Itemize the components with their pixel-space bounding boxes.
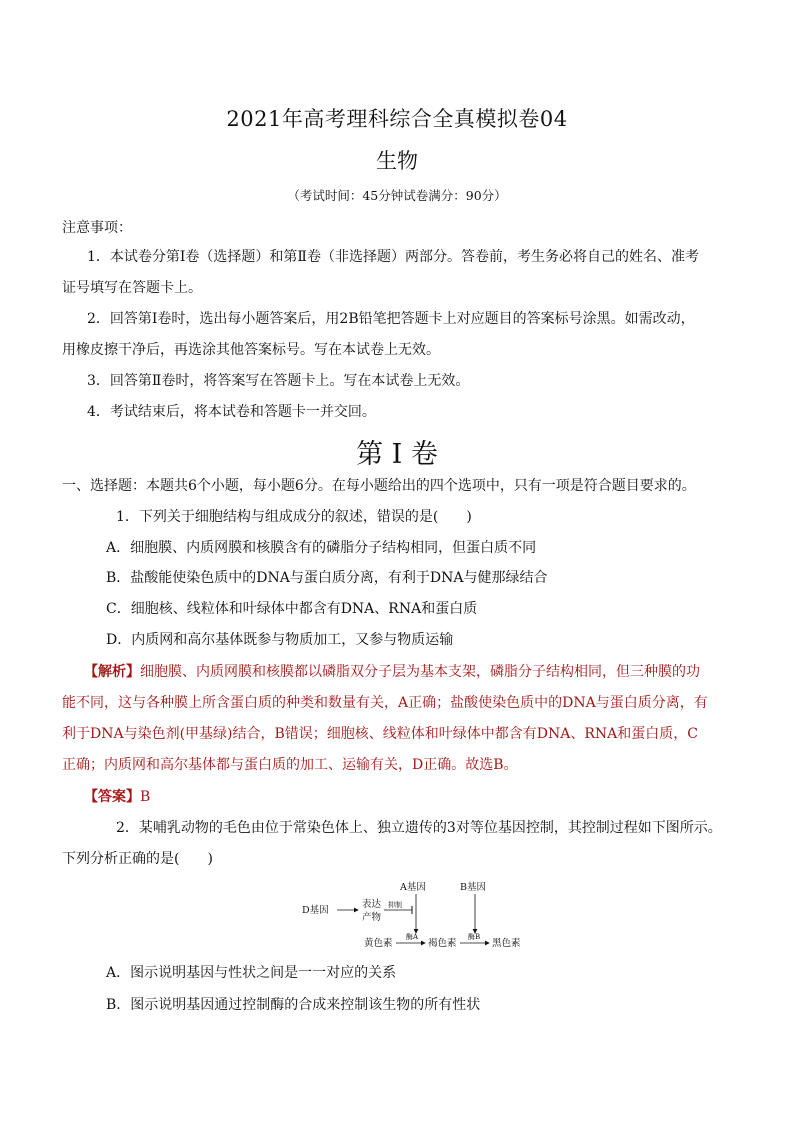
note-4: 4．考试结束后，将本试卷和答题卡一并交回。 [87, 404, 376, 420]
question-2-stem-line-2: 下列分析正确的是( ) [62, 851, 213, 867]
question-1-analysis-line-1: 【解析】细胞膜、内质网膜和核膜都以磷脂双分子层为基本支架，磷脂分子结构相同，但三种膜的功 [84, 664, 700, 680]
expression-product-line-2: 产物 [362, 912, 382, 923]
b-gene-label: B基因 [460, 882, 486, 893]
exam-title: 2021年高考理科综合全真模拟卷04 [226, 107, 568, 131]
expression-product-line-1: 表达 [362, 899, 382, 910]
question-2-stem-line-1: 2．某哺乳动物的毛色由位于常染色体上、独立遗传的3对等位基因控制，其控制过程如下图所示。 [116, 820, 722, 836]
question-1-stem: 1．下列关于细胞结构与组成成分的叙述，错误的是( ) [116, 509, 472, 525]
enzyme-b-label: 酶B [468, 933, 481, 941]
note-1-line-1: 1．本试卷分第Ⅰ卷（选择题）和第Ⅱ卷（非选择题）两部分。答卷前，考生务必将自己的姓名、准考 [87, 249, 699, 265]
exam-info: （考试时间：45分钟试卷满分：90分） [287, 188, 507, 203]
question-1-option-b: B．盐酸能使染色质中的DNA与蛋白质分离，有利于DNA与健那绿结合 [106, 570, 548, 586]
note-2-line-1: 2．回答第Ⅰ卷时，选出每小题答案后，用2B铅笔把答题卡上对应题目的答案标号涂黑。如需改动， [87, 311, 695, 327]
question-1-analysis-line-3: 利于DNA与染色剂(甲基绿)结合，B错误；细胞核、线粒体和叶绿体中都含有DNA、RNA和蛋白质，C [62, 726, 698, 742]
notes-heading: 注意事项： [62, 220, 132, 236]
subject-title: 生物 [376, 149, 418, 173]
d-gene-label: D基因 [302, 905, 329, 916]
question-1-answer [84, 787, 150, 807]
question-2-option-b: B．图示说明基因通过控制酶的合成来控制该生物的所有性状 [106, 997, 481, 1013]
a-gene-label: A基因 [400, 882, 426, 893]
gene-pathway-diagram [300, 878, 540, 953]
question-1-analysis-line-4: 正确；内质网和高尔基体都与蛋白质的加工、运输有关，D正确。故选B。 [62, 757, 518, 773]
section-1-intro: 一、选择题：本题共6个小题，每小题6分。在每小题给出的四个选项中，只有一项是符合题目要求的。 [62, 478, 696, 494]
answer-label: 【答案】 [84, 789, 140, 805]
question-1-analysis-line-2: 能不同，这与各种膜上所含蛋白质的种类和数量有关，A正确；盐酸使染色质中的DNA与蛋白质分离，有 [62, 695, 708, 711]
question-2-option-a: A．图示说明基因与性状之间是一一对应的关系 [106, 965, 397, 981]
analysis-label: 【解析】 [84, 664, 140, 680]
yellow-pigment-label: 黄色素 [364, 938, 393, 949]
question-1-option-d: D．内质网和高尔基体既参与物质加工，又参与物质运输 [106, 632, 454, 648]
enzyme-a-label: 酶A [406, 933, 419, 941]
inhibit-label: 抑制 [388, 901, 402, 909]
question-1-option-a: A．细胞膜、内质网膜和核膜含有的磷脂分子结构相同，但蛋白质不同 [106, 540, 537, 556]
black-pigment-label: 黑色素 [492, 938, 521, 949]
volume-title: 第 I 卷 [356, 439, 438, 470]
brown-pigment-label: 褐色素 [428, 938, 457, 949]
note-1-line-2: 证号填写在答题卡上。 [62, 280, 202, 296]
answer-value: B [140, 789, 151, 805]
note-3: 3．回答第Ⅱ卷时，将答案写在答题卡上。写在本试卷上无效。 [87, 373, 470, 389]
question-1-option-c: C．细胞核、线粒体和叶绿体中都含有DNA、RNA和蛋白质 [106, 601, 478, 617]
note-2-line-2: 用橡皮擦干净后，再选涂其他答案标号。写在本试卷上无效。 [62, 342, 440, 358]
